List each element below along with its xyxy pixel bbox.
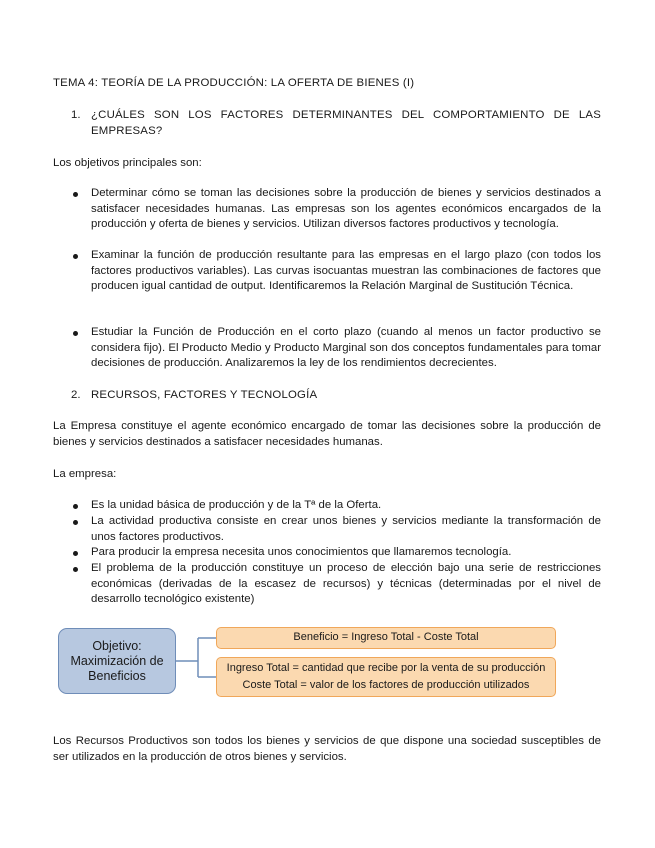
objective-line: Objetivo: — [92, 638, 142, 653]
bullet-dot — [73, 254, 78, 259]
bullet-dot — [73, 520, 78, 525]
section-2-heading — [71, 388, 601, 404]
empresa-point-text: Es la unidad básica de producción y de la Tª de la Oferta. — [91, 499, 382, 511]
section-1-number: 1. — [71, 109, 81, 121]
cost-definition: Coste Total = valor de los factores de producción utilizados — [242, 679, 530, 691]
document-title: TEMA 4: TEORÍA DE LA PRODUCCIÓN: LA OFERTA DE BIENES (I) — [53, 77, 415, 89]
section-1-heading — [71, 108, 601, 139]
objectives-intro: Los objetivos principales son: — [53, 157, 202, 169]
profit-formula-box: Beneficio = Ingreso Total - Coste Total — [216, 627, 556, 649]
empresa-point — [73, 514, 601, 545]
bullet-dot — [73, 504, 78, 509]
maximization-diagram — [58, 622, 558, 700]
section-2-number: 2. — [71, 389, 81, 401]
income-definition: Ingreso Total = cantidad que recibe por la venta de su producción — [226, 662, 546, 674]
recursos-paragraph: Los Recursos Productivos son todos los bienes y servicios de que dispone una sociedad susceptibles de ser utilizados en la producción de otros bienes y servicios. — [53, 735, 601, 763]
objective-item — [73, 248, 601, 295]
empresa-point — [73, 498, 601, 514]
empresa-point — [73, 561, 601, 608]
bullet-dot — [73, 331, 78, 336]
objective-item — [73, 186, 601, 233]
objective-text: Determinar cómo se toman las decisiones sobre la producción de bienes y servicios destinados a satisfacer necesidades humanas. Las empresas son los agentes económicos encargados de la producción y oferta de bienes y servicios. Utilizan diversos factores productivos y tecnología. — [91, 187, 601, 231]
objective-text: Estudiar la Función de Producción en el corto plazo (cuando al menos un factor productivo se considera fijo). El Producto Medio y Producto Marginal son dos conceptos fundamentales para tomar decisiones de producción. Analizaremos la ley de los rendimientos decrecientes. — [91, 326, 601, 370]
objective-text: Examinar la función de producción resultante para las empresas en el largo plazo (con todos los factores productivos variables). Las curvas isocuantas muestran las combinaciones de factores que producen igual cantidad de output. Identificaremos la Relación Marginal de Sustitución Técnica. — [91, 249, 601, 293]
empresa-point — [73, 545, 601, 561]
empresa-point-text: La actividad productiva consiste en crear unos bienes y servicios mediante la transformación de unos factores productivos. — [91, 515, 601, 543]
bullet-dot — [73, 192, 78, 197]
section-1-heading-text: ¿CUÁLES SON LOS FACTORES DETERMINANTES DEL COMPORTAMIENTO DE LAS EMPRESAS? — [91, 109, 601, 137]
empresa-point-text: El problema de la producción constituye un proceso de elección bajo una serie de restricciones económicas (derivadas de la escasez de recursos) y técnicas (determinadas por el nivel de desarrollo tecnológico existente) — [91, 562, 601, 606]
empresa-paragraph: La Empresa constituye el agente económico encargado de tomar las decisiones sobre la producción de bienes y servicios destinados a satisfacer necesidades humanas. — [53, 420, 601, 448]
empresa-point-text: Para producir la empresa necesita unos conocimientos que llamaremos tecnología. — [91, 546, 512, 558]
objective-box — [58, 628, 176, 694]
bullet-dot — [73, 567, 78, 572]
objective-line: Beneficios — [88, 668, 146, 683]
income-cost-box — [216, 657, 556, 697]
bullet-dot — [73, 551, 78, 556]
empresa-intro: La empresa: — [53, 468, 117, 480]
objective-line: Maximización de — [70, 653, 164, 668]
objective-item — [73, 325, 601, 372]
section-2-heading-text: RECURSOS, FACTORES Y TECNOLOGÍA — [91, 389, 318, 401]
